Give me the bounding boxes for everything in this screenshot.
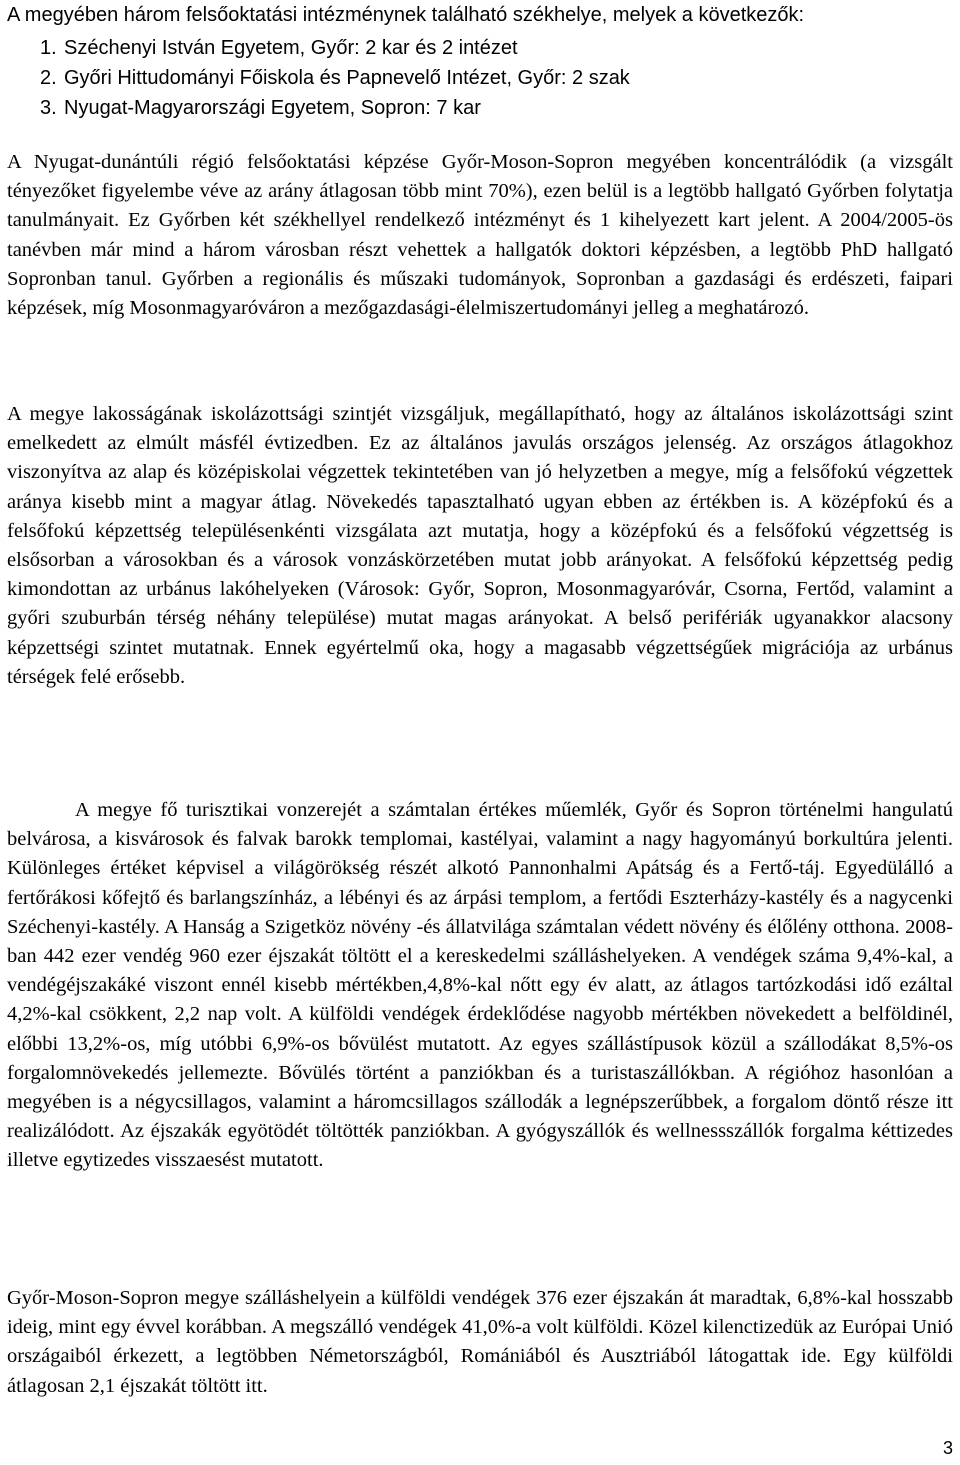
- list-item: [40, 33, 630, 63]
- list-item-text: Nyugat-Magyarországi Egyetem, Sopron: 7 kar: [64, 97, 481, 119]
- list-item: [40, 93, 630, 123]
- list-item: [40, 63, 630, 93]
- list-item-number: 3.: [40, 97, 57, 119]
- paragraph-education-level: A megye lakosságának iskolázottsági szintjét vizsgáljuk, megállapítható, hogy az általános iskolázottsági szint emelkedett az elmúlt másfél évtizedben. Ez az általános javulás országos jelenség. Az országos átlagokhoz viszonyítva az alap és középiskolai végzettek tekintetében van jó helyzetben a megye, míg a felsőfokú végzettek aránya kisebb mint a magyar átlag. Növekedés tapasztalható ugyan ebben az értékben is. A középfokú és a felsőfokú képzettség településenkénti vizsgálata azt mutatja, hogy a középfokú és a felsőfokú végzettség is elsősorban a városokban és a városok vonzáskörzetében mutat jobb arányokat. A felsőfokú képzettség pedig kimondottan az urbánus lakóhelyeken (Városok: Győr, Sopron, Mosonmagyaróvár, Csorna, Fertőd, valamint a győri szuburbán térség néhány települése) mutat magas arányokat. A belső perifériák ugyanakkor alacsony képzettségi szintet mutatnak. Ennek egyértelmű oka, hogy a magasabb végzettségűek migrációja az urbánus térségek felé erősebb.: [7, 403, 953, 688]
- paragraph-higher-education: A Nyugat-dunántúli régió felsőoktatási képzése Győr-Moson-Sopron megyében koncentrálódik (a vizsgált tényezőket figyelembe véve az arány átlagosan több mint 70%), ezen belül is a legtöbb hallgató Győrben folytatja tanulmányait. Ez Győrben két székhellyel rendelkező intézményt és 1 kihelyezett kart jelent. A 2004/2005-ös tanévben már mind a három városban részt vehettek a hallgatók doktori képzésben, a legtöbb PhD hallgató Sopronban tanul. Győrben a regionális és műszaki tudományok, Sopronban a gazdasági és erdészeti, faipari képzések, míg Mosonmagyaróváron a mezőgazdasági-élelmiszertudományi jelleg a meghatározó.: [7, 151, 953, 320]
- institution-list: [40, 33, 630, 123]
- list-item-number: 1.: [40, 37, 57, 59]
- paragraph-tourism: A megye fő turisztikai vonzerejét a számtalan értékes műemlék, Győr és Sopron történelmi hangulatú belvárosa, a kisvárosok és falvak barokk templomai, kastélyai, valamint a nagy hagyományú borkultúra jelenti. Különleges értéket képvisel a világörökség részét alkotó Pannonhalmi Apátság és a Fertő-táj. Egyedülálló a fertőrákosi kőfejtő és barlangszínház, a lébényi és az árpási templom, a fertődi Eszterházy-kastély és a nagycenki Széchenyi-kastély. A Hanság a Szigetköz növény -és állatvilága számtalan védett növény és élőlény otthona. 2008-ban 442 ezer vendég 960 ezer éjszakát töltött el a kereskedelmi szálláshelyeken. A vendégek száma 9,4%-kal, a vendégéjszakáké viszont ennél kisebb mértékben,4,8%-kal nőtt egy év alatt, az átlagos tartózkodási idő ezáltal 4,2%-kal csökkent, 2,2 nap volt. A külföldi vendégek érdeklődése nagyobb mértékben növekedett a belföldinél, előbbi 13,2%-os, míg utóbbi 6,9%-os bővülést mutatott. Az egyes szállástípusok közül a szállodákat 8,5%-os forgalomnövekedés jellemezte. Bővülés történt a panziókban és a turistaszállókban. A régióhoz hasonlóan a megyében is a négycsillagos, valamint a háromcsillagos szállodák a legnépszerűbbek, a forgalom döntő része itt realizálódott. Az éjszakák egyötödét töltötték panziókban. A gyógyszállók és wellnessszállók forgalma kéttizedes illetve egytizedes visszaesést mutatott.: [7, 799, 953, 1172]
- page-number: 3: [942, 1438, 953, 1458]
- intro-text: A megyében három felsőoktatási intézménynek található székhelye, melyek a következők:: [7, 4, 805, 26]
- list-item-text: Győri Hittudományi Főiskola és Papnevelő Intézet, Győr: 2 szak: [64, 67, 630, 89]
- list-item-text: Széchenyi István Egyetem, Győr: 2 kar és 2 intézet: [64, 37, 518, 59]
- paragraph-foreign-guests: Győr-Moson-Sopron megye szálláshelyein a külföldi vendégek 376 ezer éjszakán át maradtak, 6,8%-kal hosszabb ideig, mint egy évvel korábban. A megszálló vendégek 41,0%-a volt külföldi. Közel kilenctizedük az Európai Unió országaiból érkezett, a legtöbben Németországból, Romániából és Ausztriából látogattak ide. Egy külföldi átlagosan 2,1 éjszakát töltött itt.: [7, 1287, 953, 1397]
- list-item-number: 2.: [40, 67, 57, 89]
